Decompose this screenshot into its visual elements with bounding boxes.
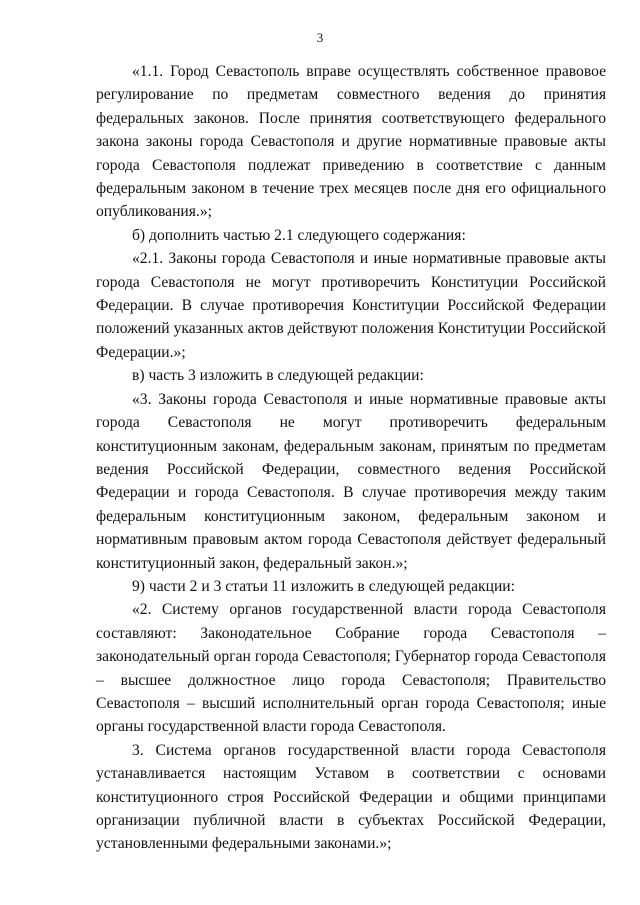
paragraph-article-11-part-3: 3. Система органов государственной власти города Севастополя устанавливается настоящим Уставом в соответствии с основами конституционного строя Российской Федерации и общими принципами организации публичной власти в субъектах Российской Федерации, установленными федеральными законами.»; <box>96 741 606 853</box>
paragraph-1-1: «1.1. Город Севастополь вправе осуществлять собственное правовое регулирование по предметам совместного ведения до принятия федеральных законов. После принятия соответствующего федерального закона законы города Севастополя и другие нормативные правовые акты города Севастополя подлежат приведению в соответствие с данным федеральным законом в течение трех месяцев после дня его официального опубликования.»; <box>96 63 606 221</box>
paragraph-9: 9) части 2 и 3 статьи 11 изложить в следующей редакции: <box>132 577 515 595</box>
document-body <box>96 60 606 856</box>
paragraph-v: в) часть 3 изложить в следующей редакции: <box>132 367 424 385</box>
paragraph-article-11-part-2: «2. Систему органов государственной власти города Севастополя составляют: Законодательное Собрание города Севастополя – законодательный орган города Севастополя; Губернатор города Севастополя – высшее должностное лицо города Севастополя; Правительство Севастополя – высший исполнительный орган города Севастополя; иные органы государственной власти города Севастополя. <box>96 601 606 736</box>
paragraph-2-1: «2.1. Законы города Севастополя и иные нормативные правовые акты города Севастополя не могут противоречить Конституции Российской Федерации. В случае противоречия Конституции Российской Федерации положений указанных актов действуют положения Конституции Российской Федерации.»; <box>96 250 606 361</box>
paragraph-b: б) дополнить частью 2.1 следующего содержания: <box>132 226 466 244</box>
page-number: 3 <box>316 30 324 45</box>
paragraph-3: «3. Законы города Севастополя и иные нормативные правовые акты города Севастополя не могут противоречить федеральным конституционным законам, федеральным законам, принятым по предметам ведения Российской Федерации, совместного ведения Российской Федерации и города Севастополя. В случае противоречия между таким федеральным конституционным законом, федеральным законом и нормативным правовым актом города Севастополя действует федеральный конституционный закон, федеральный закон.»; <box>96 390 606 572</box>
